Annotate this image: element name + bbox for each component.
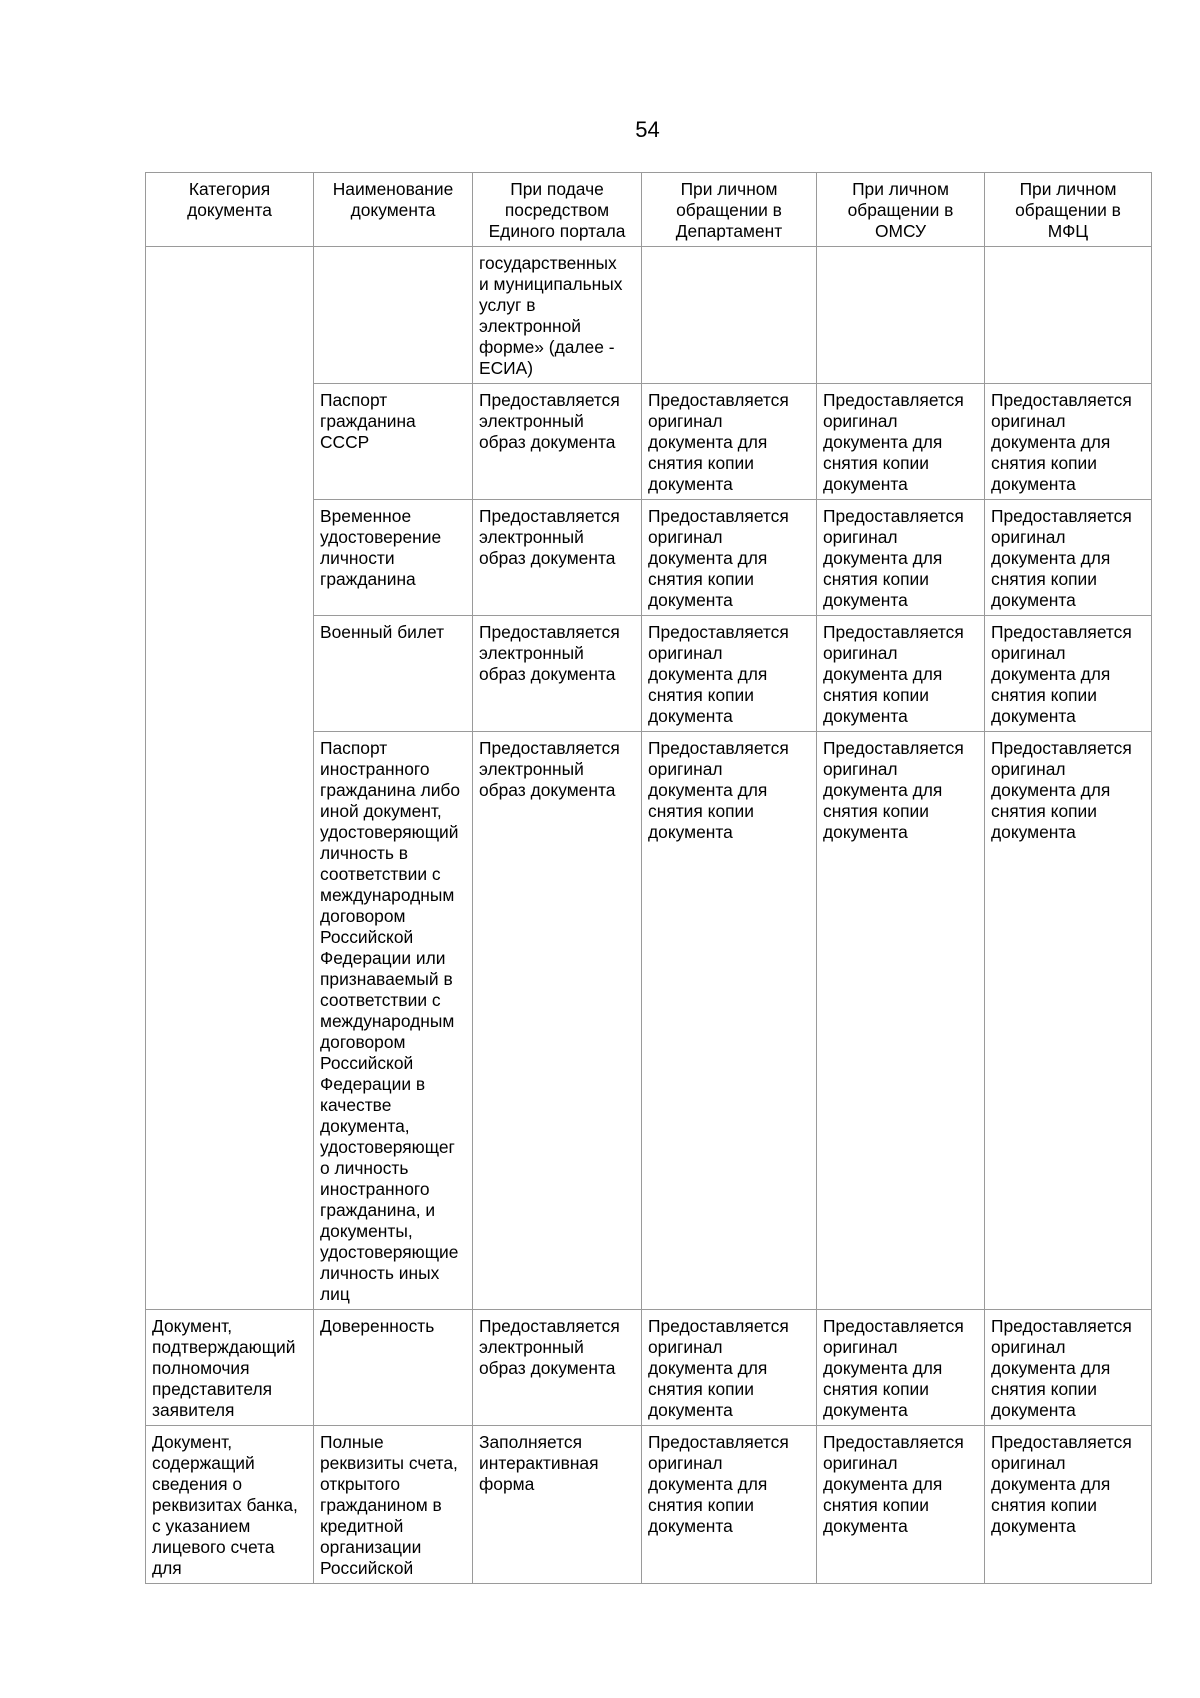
header-label: При личном обращении в МФЦ: [1015, 179, 1121, 241]
document-name-cell: [314, 1426, 473, 1584]
header-document-category: [146, 173, 314, 247]
cell-text: Полные реквизиты счета, открытого гражданином в кредитной организации Российской: [320, 1432, 458, 1578]
omsu-cell: [817, 1310, 985, 1426]
department-cell: [642, 732, 817, 1310]
cell-text: Предоставляется оригинал документа для снятия копии документа: [823, 1316, 964, 1420]
cell-text: государственных и муниципальных услуг в электронной форме» (далее - ЕСИА): [479, 253, 623, 378]
cell-text: Паспорт иностранного гражданина либо иной документ, удостоверяющий личность в соответствии с международным договором Российской Федерации или признаваемый в соответствии с международным договором Российской Федерации в качестве документа, удостоверяющег о личность иностранного гражданина, и документы, удостоверяющие личность иных лиц: [320, 738, 461, 1304]
omsu-cell: [817, 500, 985, 616]
cell-text: Доверенность: [320, 1316, 435, 1336]
header-label: При личном обращении в Департамент: [675, 179, 783, 241]
header-omsu: [817, 173, 985, 247]
cell-text: Предоставляется оригинал документа для снятия копии документа: [648, 1316, 789, 1420]
cell-text: Предоставляется электронный образ документа: [479, 622, 620, 684]
mfc-cell: [985, 616, 1152, 732]
cell-text: Временное удостоверение личности гражданина: [320, 506, 442, 589]
mfc-cell: [985, 1426, 1152, 1584]
document-name-cell: [314, 500, 473, 616]
cell-text: Предоставляется оригинал документа для снятия копии документа: [648, 506, 789, 610]
cell-text: Предоставляется оригинал документа для снятия копии документа: [991, 738, 1132, 842]
header-label: При личном обращении в ОМСУ: [847, 179, 954, 241]
document-name-cell: [314, 384, 473, 500]
cell-text: Предоставляется электронный образ документа: [479, 738, 620, 800]
department-cell: [642, 247, 817, 384]
portal-cell: [473, 500, 642, 616]
omsu-cell: [817, 247, 985, 384]
cell-text: Предоставляется оригинал документа для снятия копии документа: [991, 1432, 1132, 1536]
document-name-cell: [314, 247, 473, 384]
department-cell: [642, 616, 817, 732]
cell-text: Предоставляется оригинал документа для снятия копии документа: [648, 1432, 789, 1536]
portal-cell: [473, 1310, 642, 1426]
table-header-row: [146, 173, 1152, 247]
header-label: Категория документа: [187, 179, 272, 220]
cell-text: Предоставляется оригинал документа для снятия копии документа: [823, 1432, 964, 1536]
documents-table: [145, 172, 1152, 1584]
table-row: [146, 247, 1152, 384]
cell-text: Предоставляется электронный образ документа: [479, 390, 620, 452]
header-mfc: [985, 173, 1152, 247]
cell-text: Предоставляется электронный образ документа: [479, 1316, 620, 1378]
cell-text: Предоставляется оригинал документа для снятия копии документа: [823, 506, 964, 610]
portal-cell: [473, 732, 642, 1310]
category-cell: [146, 1310, 314, 1426]
mfc-cell: [985, 1310, 1152, 1426]
document-name-cell: [314, 1310, 473, 1426]
mfc-cell: [985, 732, 1152, 1310]
document-name-cell: [314, 616, 473, 732]
cell-text: Предоставляется оригинал документа для снятия копии документа: [648, 738, 789, 842]
table-row: [146, 1310, 1152, 1426]
portal-cell: [473, 1426, 642, 1584]
department-cell: [642, 384, 817, 500]
cell-text: Предоставляется оригинал документа для снятия копии документа: [648, 622, 789, 726]
omsu-cell: [817, 1426, 985, 1584]
header-label: Наименование документа: [332, 179, 454, 220]
department-cell: [642, 500, 817, 616]
header-unified-portal: [473, 173, 642, 247]
portal-cell: [473, 616, 642, 732]
page-number: 54: [635, 117, 660, 142]
cell-text: Предоставляется оригинал документа для снятия копии документа: [823, 738, 964, 842]
category-cell: [146, 1426, 314, 1584]
mfc-cell: [985, 247, 1152, 384]
header-document-name: [314, 173, 473, 247]
mfc-cell: [985, 384, 1152, 500]
cell-text: Предоставляется оригинал документа для снятия копии документа: [823, 390, 964, 494]
cell-text: Предоставляется оригинал документа для снятия копии документа: [991, 506, 1132, 610]
cell-text: Предоставляется электронный образ документа: [479, 506, 620, 568]
document-name-cell: [314, 732, 473, 1310]
portal-cell: [473, 247, 642, 384]
header-department: [642, 173, 817, 247]
cell-text: Заполняется интерактивная форма: [479, 1432, 599, 1494]
cell-text: Документ, содержащий сведения о реквизитах банка, с указанием лицевого счета для: [152, 1432, 298, 1578]
header-label: При подаче посредством Единого портала: [488, 179, 626, 241]
omsu-cell: [817, 732, 985, 1310]
cell-text: Паспорт гражданина СССР: [320, 390, 416, 452]
cell-text: Военный билет: [320, 622, 445, 642]
mfc-cell: [985, 500, 1152, 616]
cell-text: Предоставляется оригинал документа для снятия копии документа: [823, 622, 964, 726]
table-row: [146, 1426, 1152, 1584]
omsu-cell: [817, 616, 985, 732]
department-cell: [642, 1310, 817, 1426]
cell-text: Документ, подтверждающий полномочия представителя заявителя: [152, 1316, 296, 1420]
category-cell: [146, 247, 314, 1310]
cell-text: Предоставляется оригинал документа для снятия копии документа: [991, 1316, 1132, 1420]
department-cell: [642, 1426, 817, 1584]
cell-text: Предоставляется оригинал документа для снятия копии документа: [991, 622, 1132, 726]
omsu-cell: [817, 384, 985, 500]
cell-text: Предоставляется оригинал документа для снятия копии документа: [648, 390, 789, 494]
cell-text: Предоставляется оригинал документа для снятия копии документа: [991, 390, 1132, 494]
portal-cell: [473, 384, 642, 500]
